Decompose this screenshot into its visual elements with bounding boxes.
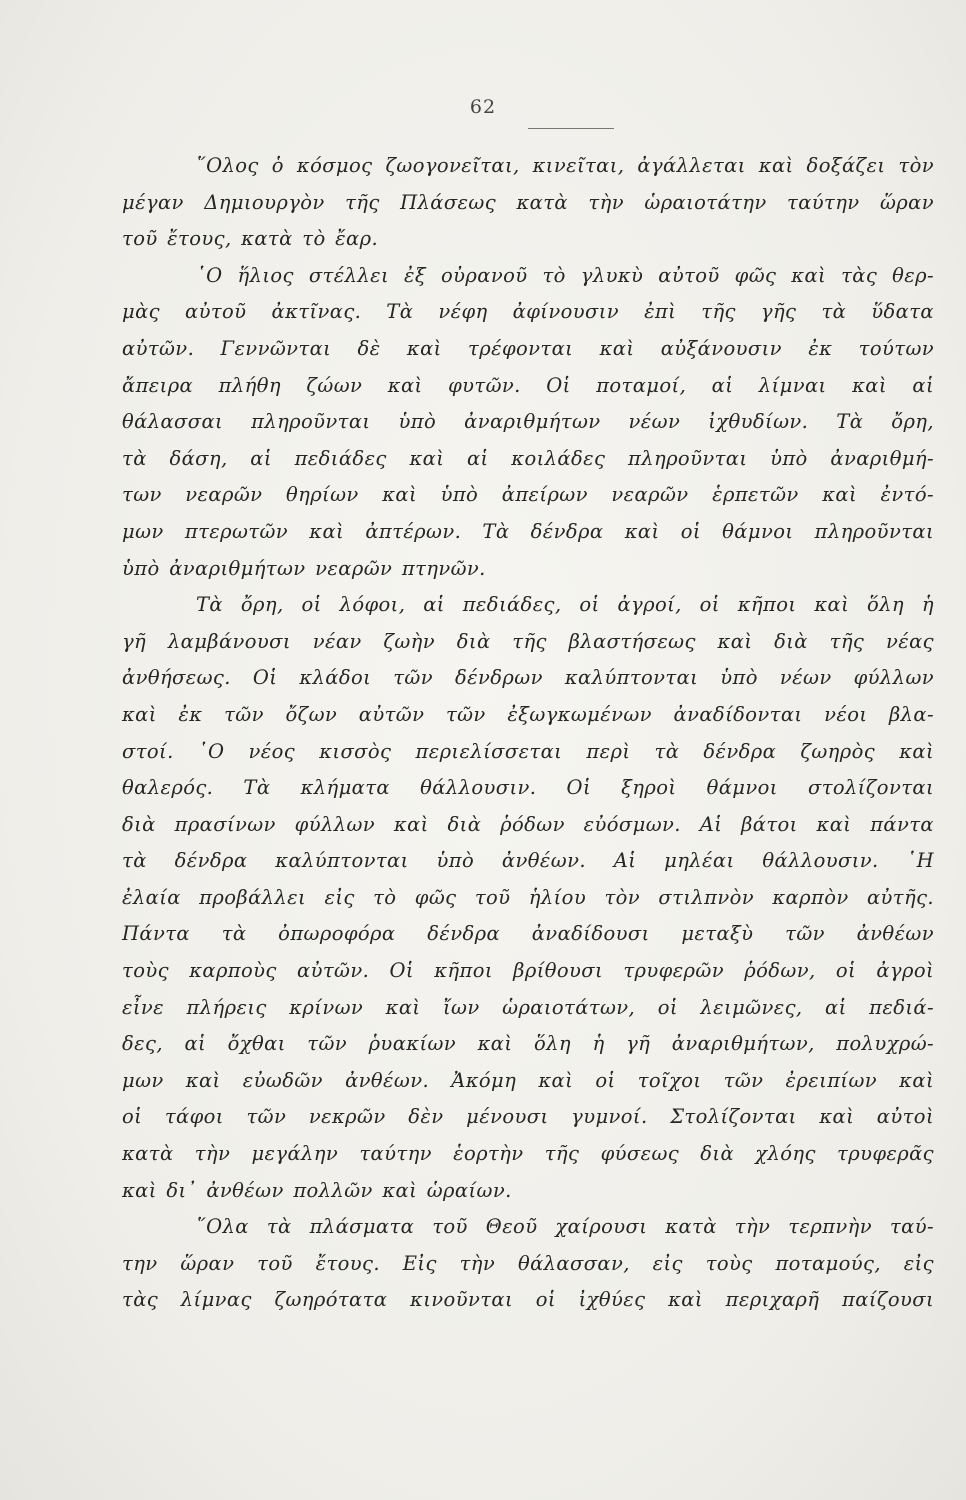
text-line: ῞Ολος ὁ κόσμος ζωογονεῖται, κινεῖται, ἀγάλλεται καὶ δοξάζει τὸν: [196, 154, 934, 177]
text-line: ἄπειρα πλήθη ζώων καὶ φυτῶν. Οἱ ποταμοί, αἱ λίμναι καὶ αἱ: [122, 373, 934, 397]
text-line: τοὺς καρποὺς αὐτῶν. Οἱ κῆποι βρίθουσι τρυφερῶν ῥόδων, οἱ ἀγροὶ: [122, 959, 934, 983]
text-line: διὰ πρασίνων φύλλων καὶ διὰ ῥόδων εὐόσμων. Αἱ βάτοι καὶ πάντα: [122, 812, 934, 836]
text-line: οἱ τάφοι τῶν νεκρῶν δὲν μένουσι γυμνοί. Στολίζονται καὶ αὐτοὶ: [122, 1105, 934, 1129]
text-line: τοῦ ἔτους, κατὰ τὸ ἔαρ.: [122, 227, 379, 251]
text-line: ὑπὸ ἀναριθμήτων νεαρῶν πτηνῶν.: [122, 556, 486, 580]
text-line: τὰ δένδρα καλύπτονται ὑπὸ ἀνθέων. Αἱ μηλέαι θάλλουσιν. ῾Η: [122, 849, 934, 873]
page-number: 62: [469, 96, 497, 118]
text-line: κατὰ τὴν μεγάλην ταύτην ἑορτὴν τῆς φύσεως διὰ χλόης τρυφερᾶς: [122, 1142, 934, 1166]
text-line: θάλασσαι πληροῦνται ὑπὸ ἀναριθμήτων νέων ἰχθυδίων. Τὰ ὄρη,: [122, 410, 934, 434]
text-line: γῆ λαμβάνουσι νέαν ζωὴν διὰ τῆς βλαστήσεως καὶ διὰ τῆς νέας: [122, 629, 934, 653]
text-line: θαλερός. Τὰ κλήματα θάλλουσιν. Οἱ ξηροὶ θάμνοι στολίζονται: [122, 776, 934, 800]
text-line: Τὰ ὄρη, οἱ λόφοι, αἱ πεδιάδες, οἱ ἀγροί, οἱ κῆποι καὶ ὅλη ἡ: [196, 593, 934, 617]
text-line: ῞Ολα τὰ πλάσματα τοῦ Θεοῦ χαίρουσι κατὰ τὴν τερπνὴν ταύ-: [196, 1215, 934, 1239]
text-line: των νεαρῶν θηρίων καὶ ὑπὸ ἀπείρων νεαρῶν ἑρπετῶν καὶ ἐντό-: [122, 483, 934, 507]
text-line: αὐτῶν. Γεννῶνται δὲ καὶ τρέφονται καὶ αὐξάνουσιν ἐκ τούτων: [122, 336, 934, 360]
body-text: [122, 148, 934, 1319]
text-line: στοί. ῾Ο νέος κισσὸς περιελίσσεται περὶ τὰ δένδρα ζωηρὸς καὶ: [122, 739, 934, 763]
text-line: ἐλαία προβάλλει εἰς τὸ φῶς τοῦ ἡλίου τὸν στιλπνὸν καρπὸν αὐτῆς.: [122, 885, 934, 909]
header-rule: [528, 128, 614, 129]
text-line: την ὥραν τοῦ ἔτους. Εἰς τὴν θάλασσαν, εἰς τοὺς ποταμούς, εἰς: [122, 1251, 934, 1275]
text-line: καὶ ἐκ τῶν ὄζων αὐτῶν τῶν ἐξωγκωμένων ἀναδίδονται νέοι βλα-: [122, 702, 934, 726]
text-line: τὰ δάση, αἱ πεδιάδες καὶ αἱ κοιλάδες πληροῦνται ὑπὸ ἀναριθμή-: [122, 446, 934, 470]
text-line: μέγαν Δημιουργὸν τῆς Πλάσεως κατὰ τὴν ὡραιοτάτην ταύτην ὥραν: [122, 190, 934, 214]
text-line: ἀνθήσεως. Οἱ κλάδοι τῶν δένδρων καλύπτονται ὑπὸ νέων φύλλων: [122, 666, 934, 690]
text-line: μὰς αὐτοῦ ἀκτῖνας. Τὰ νέφη ἀφίνουσιν ἐπὶ τῆς γῆς τὰ ὕδατα: [122, 300, 934, 324]
text-line: Πάντα τὰ ὀπωροφόρα δένδρα ἀναδίδουσι μεταξὺ τῶν ἀνθέων: [122, 922, 934, 946]
text-line: καὶ δι᾽ ἀνθέων πολλῶν καὶ ὡραίων.: [122, 1178, 512, 1202]
text-line: μων καὶ εὐωδῶν ἀνθέων. Ἀκόμη καὶ οἱ τοῖχοι τῶν ἐρειπίων καὶ: [122, 1068, 934, 1092]
text-line: μων πτερωτῶν καὶ ἀπτέρων. Τὰ δένδρα καὶ οἱ θάμνοι πληροῦνται: [122, 519, 934, 543]
text-line: δες, αἱ ὄχθαι τῶν ῥυακίων καὶ ὅλη ἡ γῆ ἀναριθμήτων, πολυχρώ-: [122, 1032, 934, 1056]
text-line: τὰς λίμνας ζωηρότατα κινοῦνται οἱ ἰχθύες καὶ περιχαρῆ παίζουσι: [122, 1288, 934, 1312]
text-line: εἶνε πλήρεις κρίνων καὶ ἴων ὡραιοτάτων, οἱ λειμῶνες, αἱ πεδιά-: [122, 995, 934, 1019]
text-line: ῾Ο ἥλιος στέλλει ἐξ οὐρανοῦ τὸ γλυκὺ αὐτοῦ φῶς καὶ τὰς θερ-: [196, 263, 934, 287]
